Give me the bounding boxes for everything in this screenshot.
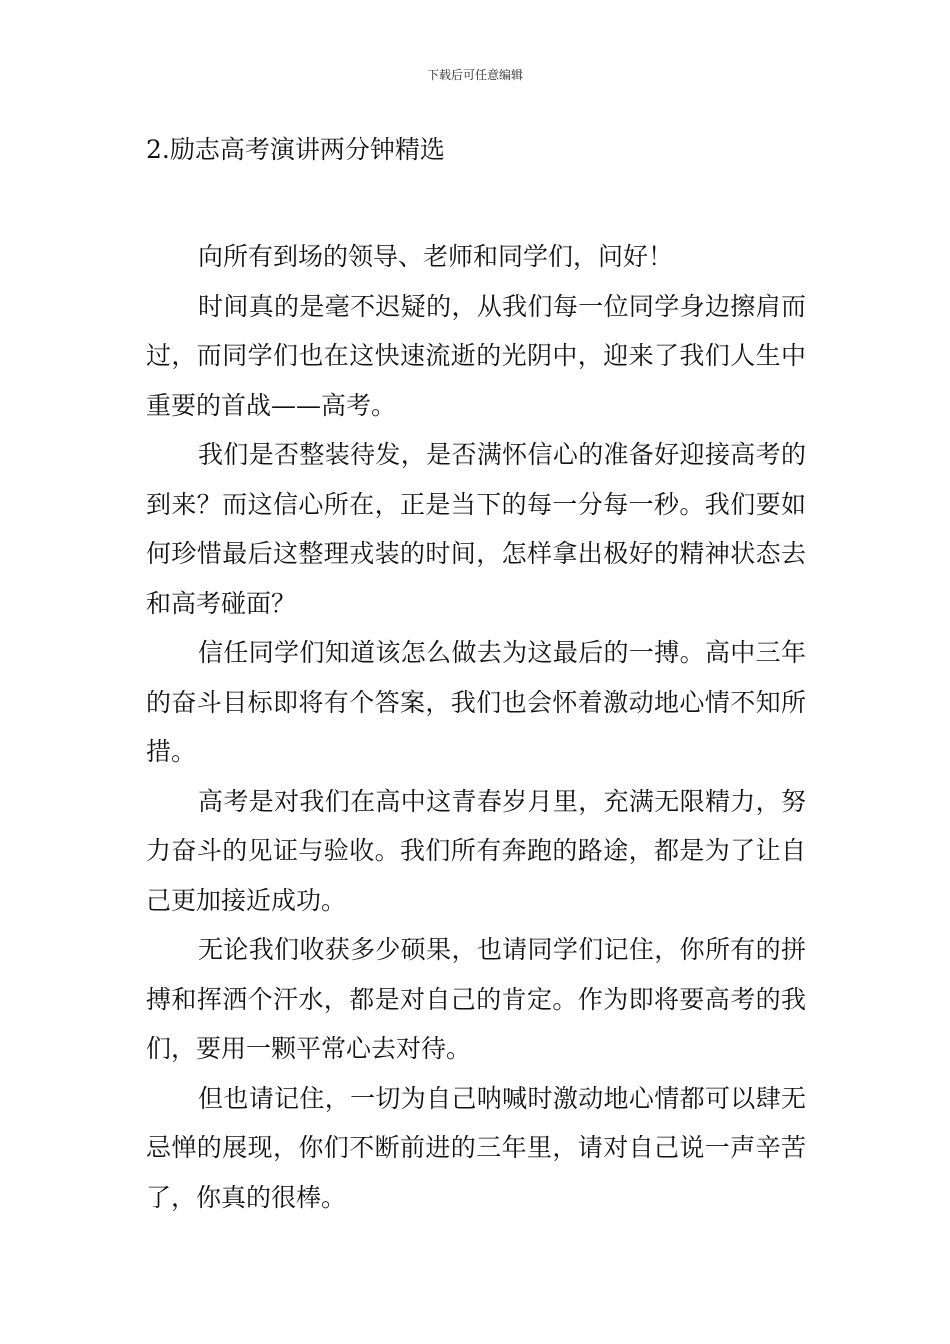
paragraph-greeting: 向所有到场的领导、老师和同学们，问好！ <box>198 242 674 271</box>
header-note: 下载后可任意编辑 <box>426 68 523 82</box>
paragraph-time: 时间真的是毫不迟疑的，从我们每一位同学身边擦肩而过，而同学们也在这快速流逝的光阴中，迎来了我们人生中重要的首战——高考。 <box>146 291 806 420</box>
paragraph-remember: 但也请记住，一切为自己呐喊时激动地心情都可以肆无忌惮的展现，你们不断前进的三年里，请对自己说一声辛苦了，你真的很棒。 <box>146 1083 806 1212</box>
paragraph-confidence: 我们是否整装待发，是否满怀信心的准备好迎接高考的到来？而这信心所在，正是当下的每一分每一秒。我们要如何珍惜最后这整理戎装的时间，怎样拿出极好的精神状态去和高考碰面？ <box>146 440 806 618</box>
document-body <box>146 232 806 1222</box>
paragraph-harvest: 无论我们收获多少硕果，也请同学们记住，你所有的拼搏和挥洒个汗水，都是对自己的肯定。作为即将要高考的我们，要用一颗平常心去对待。 <box>146 935 806 1063</box>
document-title: 2.励志高考演讲两分钟精选 <box>146 135 445 164</box>
paragraph-trust: 信任同学们知道该怎么做去为这最后的一搏。高中三年的奋斗目标即将有个答案，我们也会怀着激动地心情不知所措。 <box>146 638 806 766</box>
paragraph-witness: 高考是对我们在高中这青春岁月里，充满无限精力，努力奋斗的见证与验收。我们所有奔跑的路途，都是为了让自己更加接近成功。 <box>146 786 806 915</box>
